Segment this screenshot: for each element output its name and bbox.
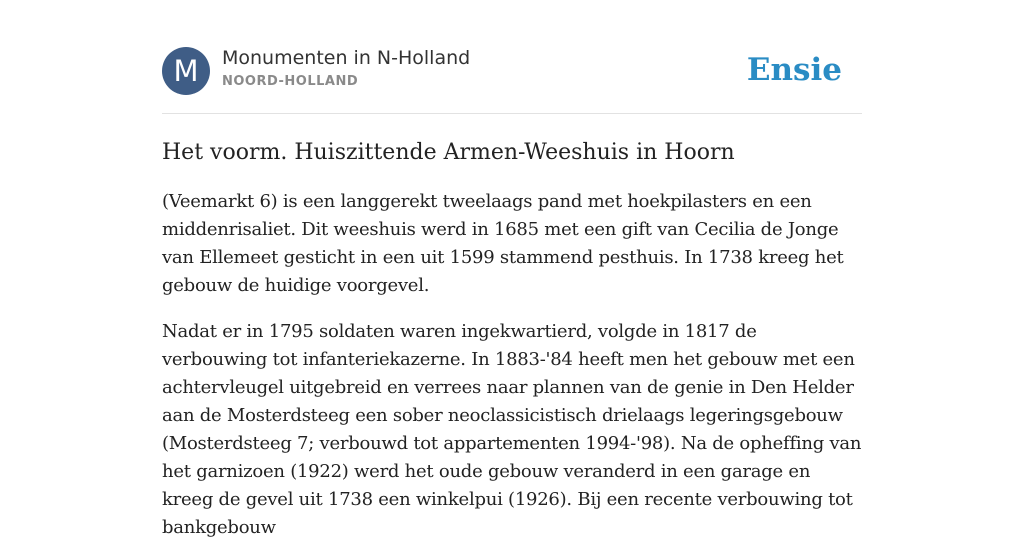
article-paragraph-2: Nadat er in 1795 soldaten waren ingekwartierd, volgde in 1817 de verbouwing tot infanteriekazerne. In 1883-'84 heeft men het gebouw met een achtervleugel uitgebreid en verrees naar plannen van de genie in Den Helder aan de Mosterdsteeg een sober neoclassicistisch drielaags legeringsgebouw (Mosterdsteeg 7; verbouwd tot appartementen 1994-'98). Na de opheffing van het garnizoen (1922) werd het oude gebouw veranderd in een garage en kreeg de gevel uit 1738 een winkelpui (1926). Bij een recente verbouwing tot bankgebouw [162,321,862,538]
source-avatar[interactable]: M [162,47,210,95]
article-paragraph-1: (Veemarkt 6) is een langgerekt tweelaags pand met hoekpilasters en een middenrisaliet. Dit weeshuis werd in 1685 met een gift van Cecilia de Jonge van Ellemeet gesticht in een uit 1599 stammend pesthuis. In 1738 kreeg het gebouw de huidige voorgevel. [162,191,844,296]
article-title: Het voorm. Huiszittende Armen-Weeshuis in Hoorn [162,140,735,165]
source-subtitle: NOORD-HOLLAND [222,74,359,89]
source-name-link[interactable]: Monumenten in N-Holland [222,47,471,69]
source-header [162,45,862,114]
ensie-logo[interactable]: Ensie [746,52,842,88]
article-container [162,45,862,542]
